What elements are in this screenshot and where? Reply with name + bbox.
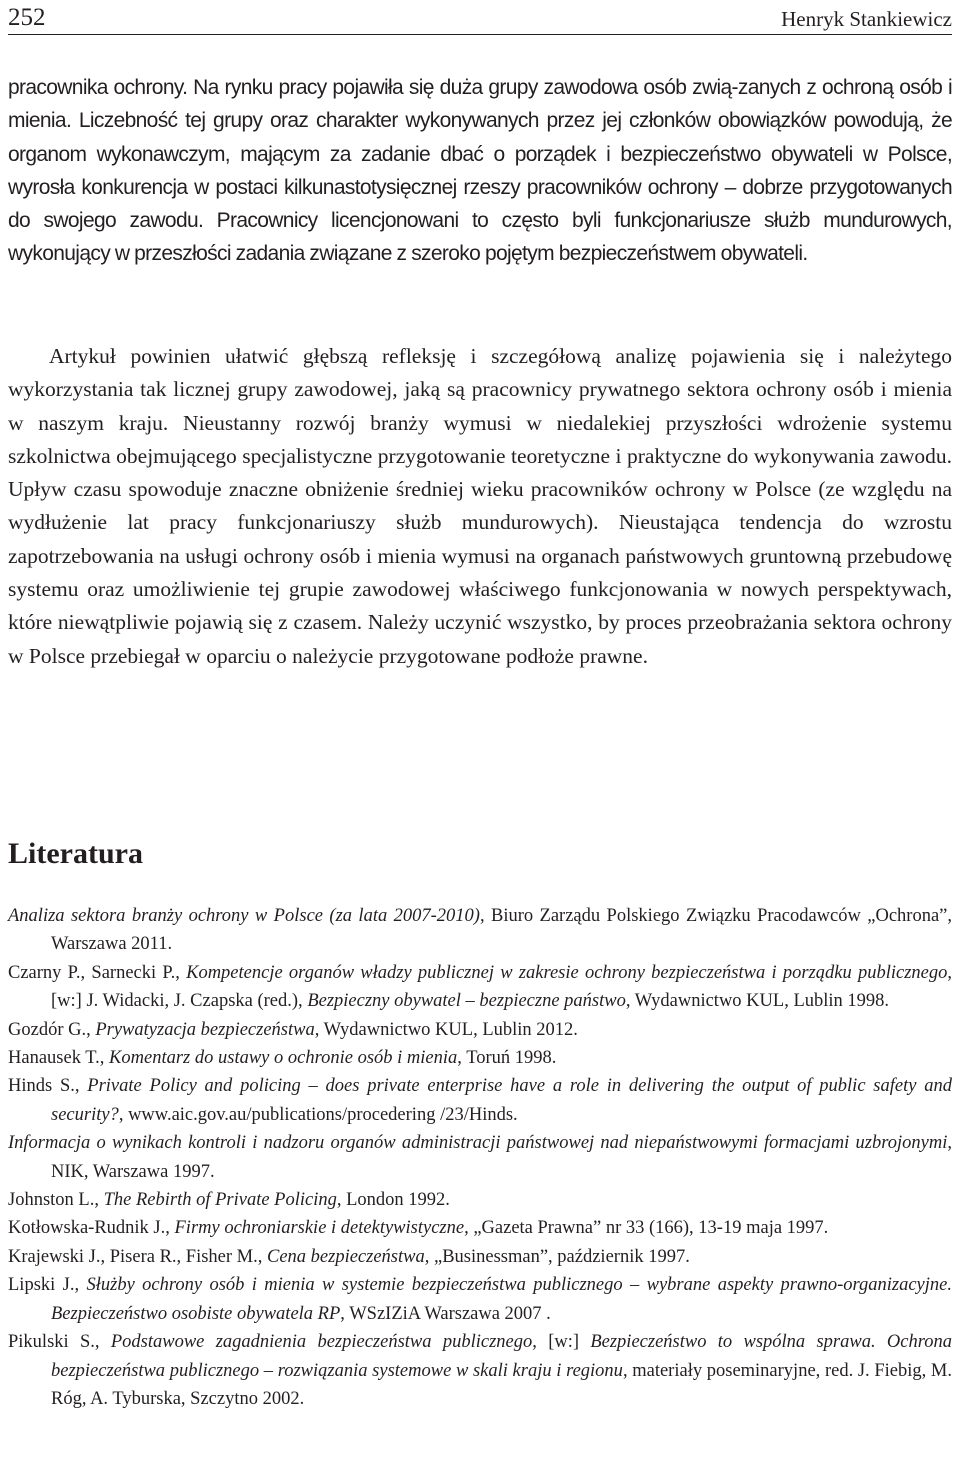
reference-item (8, 1016, 952, 1044)
section-heading: Literatura (8, 837, 143, 870)
reference-author: Hinds S., (8, 1076, 88, 1097)
reference-author: Gozdór G., (8, 1019, 96, 1040)
paragraph: Artykuł powinien ułatwić głębszą refleksję i szczegółową analizę pojawienia się i należytego wykorzystania tak licznej grupy zawodowej, jaką są pracownicy prywatnego sektora ochrony osób i mienia w naszym kraju. Nieustanny rozwój branży wymusi w niedalekiej przyszłości wdrożenie systemu szkolnictwa obejmującego specjalistyczne przygotowanie teoretyczne i praktyczne do wykonywania zawodu. Upływ czasu spowoduje znaczne obniżenie średniej wieku pracowników ochrony w Polsce (ze względu na wydłużenie lat pracy funkcjonariuszy służb mundurowych). Nieustająca tendencja do wzrostu zapotrzebowania na usługi ochrony osób i mienia wymusi na organach państwowych gruntowną przebudowę systemu oraz umożliwienie tej grupie zawodowej właściwego funkcjonowania w nowych perspektywach, które niewątpliwie pojawią się z czasem. Należy uczynić wszystko, by proces przeobrażania sektora ochrony w Polsce przebiegał w oparciu o należycie przygotowane podłoże prawne. (8, 344, 952, 668)
reference-item (8, 1271, 952, 1328)
reference-details: , London 1992. (336, 1190, 450, 1211)
reference-item (8, 1129, 952, 1186)
reference-title: Bezpieczny obywatel – bezpieczne państwo (307, 991, 626, 1012)
reference-title: Podstawowe zagadnienia bezpieczeństwa publicznego (110, 1332, 533, 1353)
reference-item (8, 1186, 952, 1214)
running-head-author: Henryk Stankiewicz (781, 7, 952, 31)
reference-details: , [w:] J. Widacki, J. Czapska (red.), (51, 962, 952, 1012)
paragraph: pracownika ochrony. Na rynku pracy pojawiła się duża grupy zawodowa osób zwią-zanych z ochroną osób i mienia. Liczebność tej grupy oraz charakter wykonywanych przez jej członków obowiązków powodują, że organom wykonawczym, mającym za zadanie dbać o porządek i bezpieczeństwo obywateli w Polsce, wyrosła konkurencja w postaci kilkunastotysięcznej rzeszy pracowników ochrony – dobrze przygotowanych do swojego zawodu. Pracownicy licencjonowani to często byli funkcjonariusze służb mundurowych, wykonujący w przeszłości zadania związane z szeroko pojętym bezpieczeństwem obywateli. (8, 76, 952, 266)
reference-item (8, 1072, 952, 1129)
reference-title: Bezpieczeństwo to wspólna sprawa. Ochrona bezpieczeństwa publicznego – rozwiązania systemowe w skali kraju i regionu (51, 1332, 953, 1381)
reference-item (8, 1243, 952, 1271)
reference-title: Informacja o wynikach kontroli i nadzoru organów administracji państwowej nad niepaństwowymi formacjami uzbrojonymi (8, 1133, 948, 1154)
article-body (8, 71, 952, 668)
reference-author: Johnston L., (8, 1190, 104, 1211)
reference-details: , Wydawnictwo KUL, Lublin 1998. (625, 991, 890, 1012)
reference-title: Private Policy and policing – does private enterprise have a role in delivering the output of public safety and security? (51, 1076, 952, 1125)
reference-details: , Biuro Zarządu Polskiego Związku Pracodawców „Ochrona”, Warszawa 2011. (51, 906, 952, 955)
reference-details: , Toruń 1998. (457, 1048, 557, 1069)
reference-title: Firmy ochroniarskie i detektywistyczne (174, 1218, 465, 1239)
reference-title: Kompetencje organów władzy publicznej w zakresie ochrony bezpieczeństwa i porządku publicznego (186, 962, 948, 983)
reference-title: Prywatyzacja bezpieczeństwa (95, 1019, 315, 1040)
reference-details: , materiały poseminaryjne, red. J. Fiebig, M. Róg, A. Tyburska, Szczytno 2002. (51, 1360, 952, 1409)
reference-details: , www.aic.gov.au/publications/procedering /23/Hinds. (118, 1104, 518, 1125)
reference-title: Cena bezpieczeństwa (266, 1246, 425, 1267)
reference-details: , WSzIZiA Warszawa 2007 . (340, 1303, 551, 1324)
reference-details: , Wydawnictwo KUL, Lublin 2012. (314, 1019, 578, 1040)
reference-title: Służby ochrony osób i mienia w systemie bezpieczeństwa publicznego – wybrane aspekty prawno-organizacyjne. Bezpieczeństwo osobiste obywatela RP (51, 1275, 952, 1324)
reference-item (8, 1328, 952, 1413)
reference-item (8, 959, 952, 1016)
reference-item (8, 1214, 952, 1242)
reference-details: , NIK, Warszawa 1997. (51, 1133, 952, 1182)
reference-author: Lipski J., (8, 1275, 87, 1296)
reference-title: Analiza sektora branży ochrony w Polsce (za lata 2007-2010) (8, 906, 480, 926)
page-header (8, 4, 952, 35)
reference-item (8, 902, 952, 959)
reference-details: , [w:] (532, 1332, 591, 1353)
reference-author: Hanausek T., (8, 1048, 110, 1069)
reference-details: , „Gazeta Prawna” nr 33 (166), 13-19 maja 1997. (464, 1218, 829, 1239)
reference-author: Pikulski S., (8, 1332, 111, 1353)
reference-author: Czarny P., Sarnecki P., (8, 962, 187, 983)
reference-author: Kotłowska-Rudnik J., (8, 1218, 175, 1239)
reference-item (8, 1044, 952, 1072)
reference-list (8, 902, 952, 1413)
page-number: 252 (8, 4, 46, 31)
reference-title: The Rebirth of Private Policing (103, 1190, 337, 1211)
reference-author: Krajewski J., Pisera R., Fisher M., (8, 1246, 267, 1267)
reference-details: , „Businessman”, październik 1997. (424, 1246, 690, 1267)
reference-title: Komentarz do ustawy o ochronie osób i mienia (109, 1048, 458, 1069)
